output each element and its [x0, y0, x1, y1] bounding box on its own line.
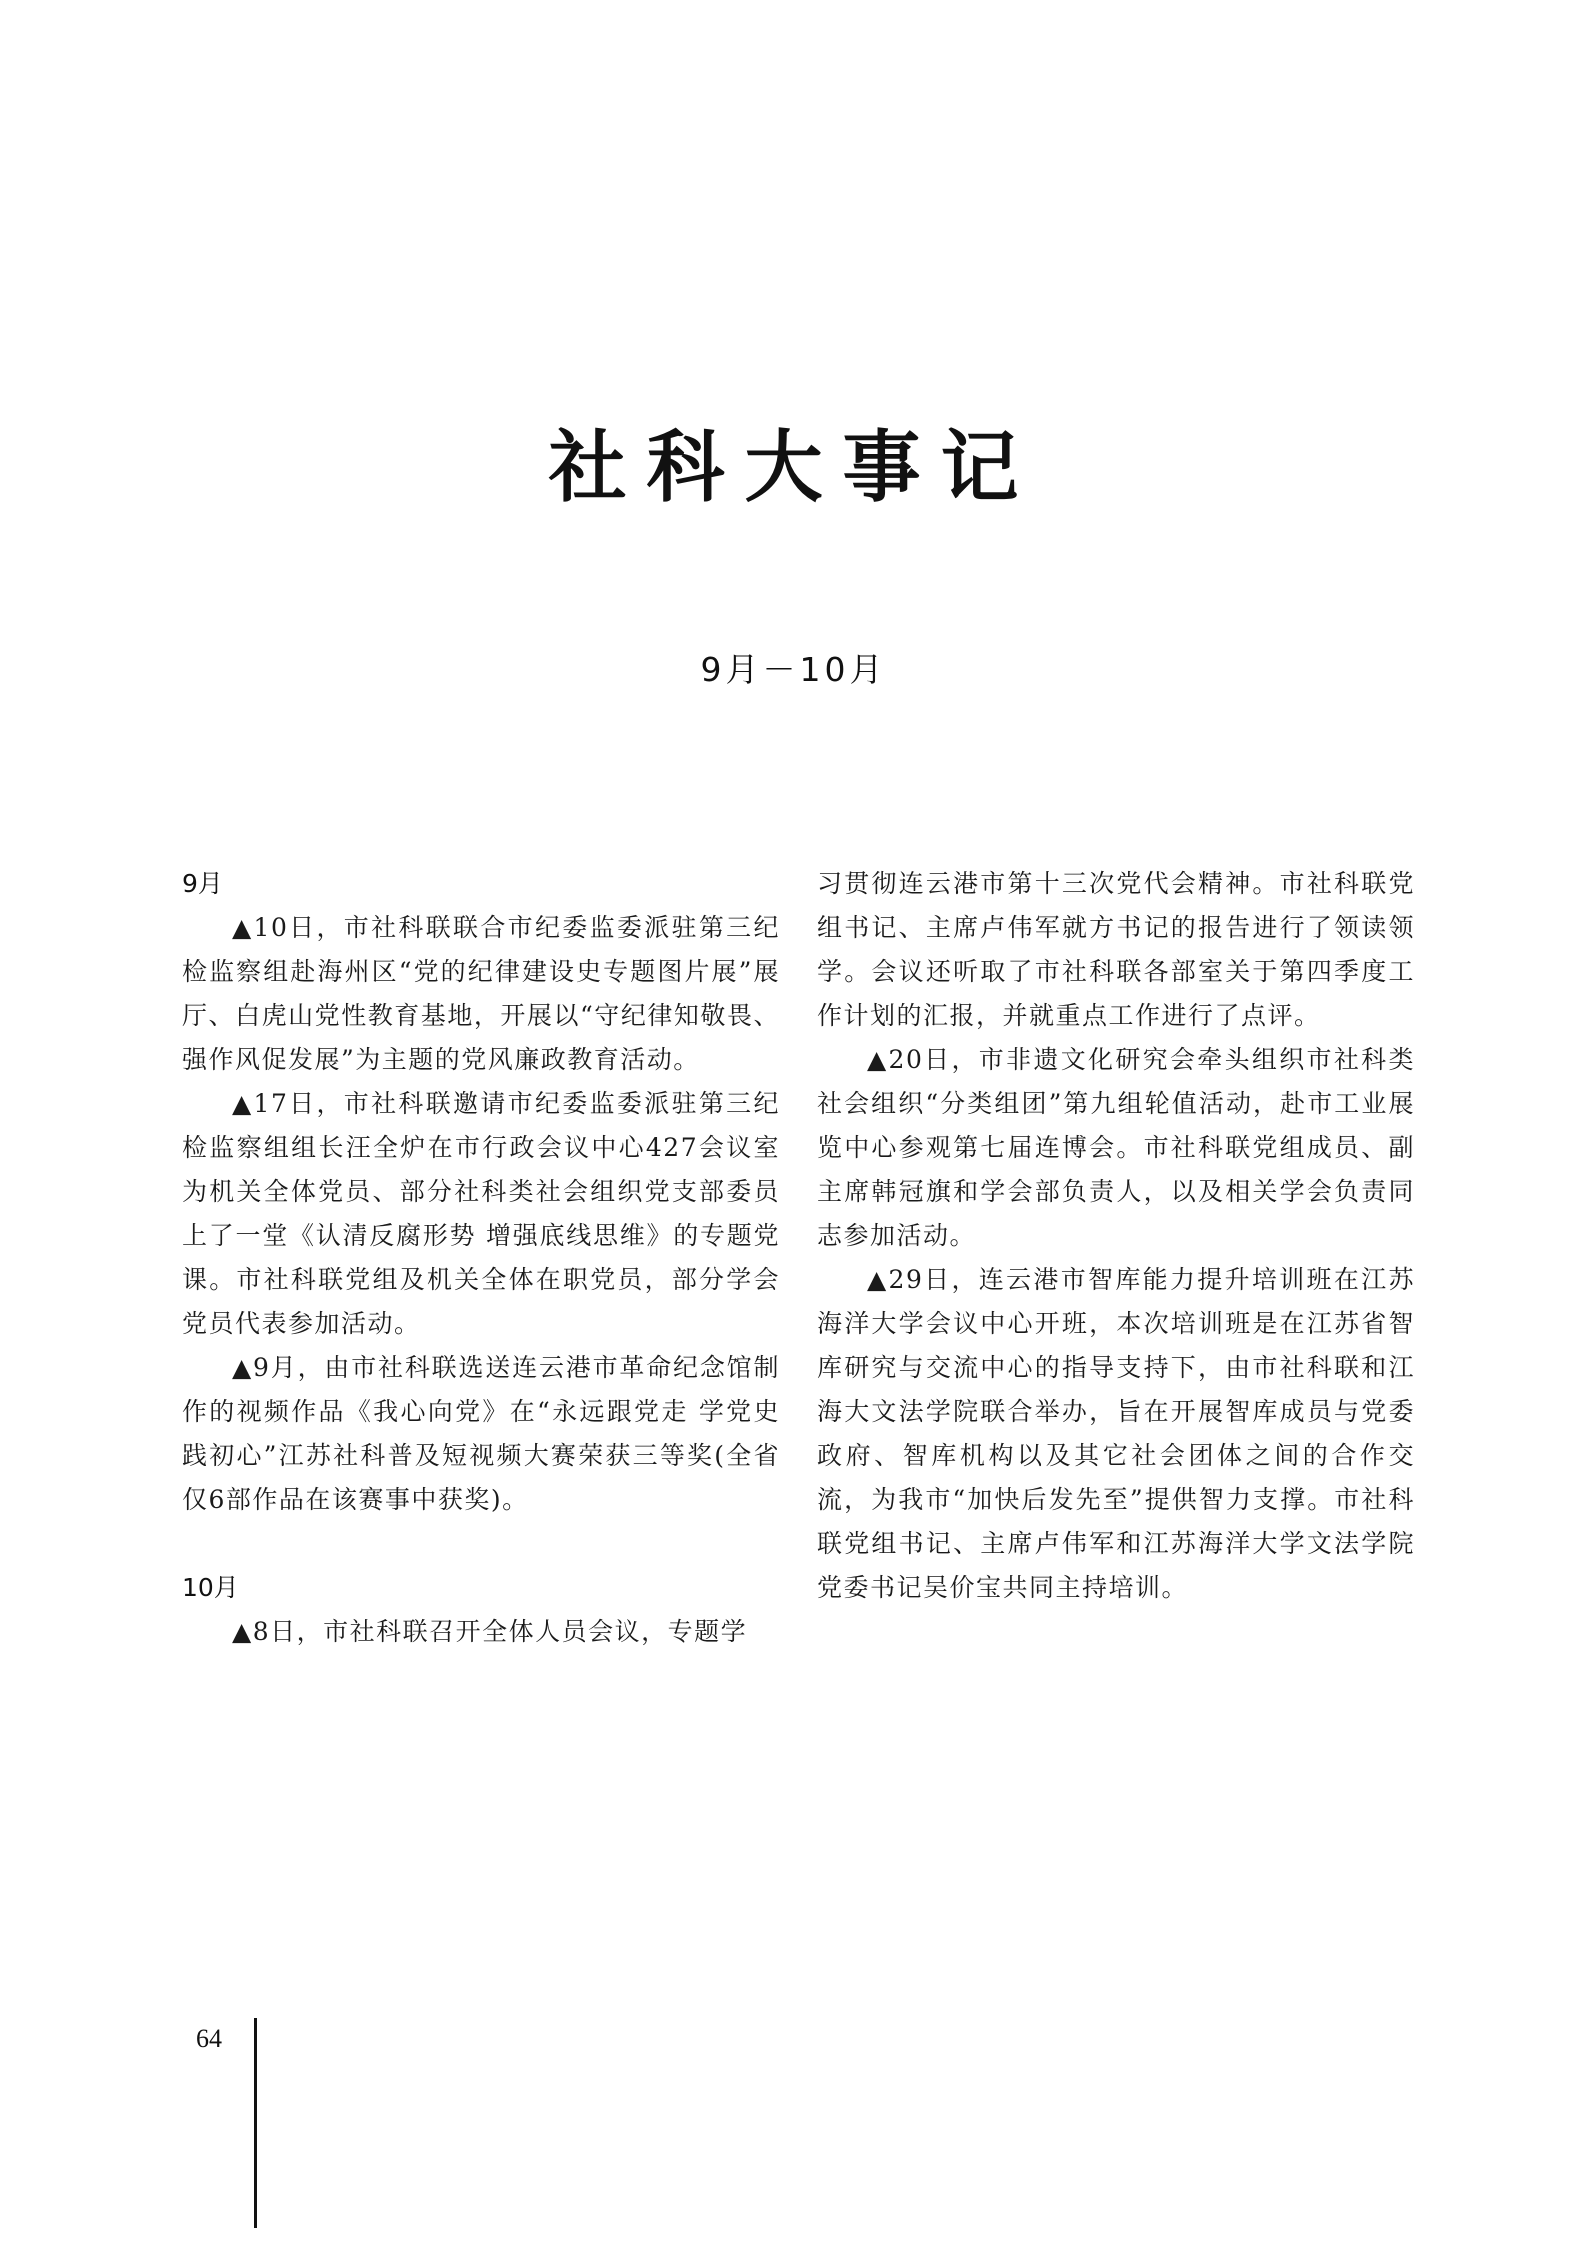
date-range-subtitle: 9月－10月: [700, 650, 887, 689]
event-item: ▲20日，市非遗文化研究会牵头组织市社科类社会组织“分类组团”第九组轮值活动，赴市工业展览中心参观第七届连博会。市社科联党组成员、副主席韩冠旗和学会部负责人，以及相关学会负责同志参加活动。: [817, 1045, 1415, 1250]
left-column: [182, 862, 780, 1654]
section-heading-october: 10月: [182, 1573, 239, 1602]
event-item-continuation: 习贯彻连云港市第十三次党代会精神。市社科联党组书记、主席卢伟军就方书记的报告进行了领读领学。会议还听取了市社科联各部室关于第四季度工作计划的汇报，并就重点工作进行了点评。: [817, 869, 1415, 1030]
right-column: [817, 862, 1415, 1610]
page-number: 64: [196, 2024, 222, 2053]
section-spacer: [182, 1522, 780, 1566]
footer-vertical-rule: [254, 2018, 257, 2228]
event-item: ▲9月，由市社科联选送连云港市革命纪念馆制作的视频作品《我心向党》在“永远跟党走 学党史践初心”江苏社科普及短视频大赛荣获三等奖(全省仅6部作品在该赛事中获奖)。: [182, 1353, 780, 1514]
section-heading-september: 9月: [182, 869, 223, 898]
event-item: ▲10日，市社科联联合市纪委监委派驻第三纪检监察组赴海州区“党的纪律建设史专题图片展”展厅、白虎山党性教育基地，开展以“守纪律知敬畏、强作风促发展”为主题的党风廉政教育活动。: [182, 913, 780, 1074]
event-item: ▲8日，市社科联召开全体人员会议，专题学: [232, 1617, 748, 1646]
event-item: ▲29日，连云港市智库能力提升培训班在江苏海洋大学会议中心开班，本次培训班是在江苏省智库研究与交流中心的指导支持下，由市社科联和江海大文法学院联合举办，旨在开展智库成员与党委政府、智库机构以及其它社会团体之间的合作交流，为我市“加快后发先至”提供智力支撑。市社科联党组书记、主席卢伟军和江苏海洋大学文法学院党委书记吴价宝共同主持培训。: [817, 1265, 1415, 1602]
page-title: 社科大事记: [548, 422, 1039, 513]
event-item: ▲17日，市社科联邀请市纪委监委派驻第三纪检监察组组长汪全炉在市行政会议中心427会议室为机关全体党员、部分社科类社会组织党支部委员上了一堂《认清反腐形势 增强底线思维》的专题党课。市社科联党组及机关全体在职党员，部分学会党员代表参加活动。: [182, 1089, 780, 1338]
